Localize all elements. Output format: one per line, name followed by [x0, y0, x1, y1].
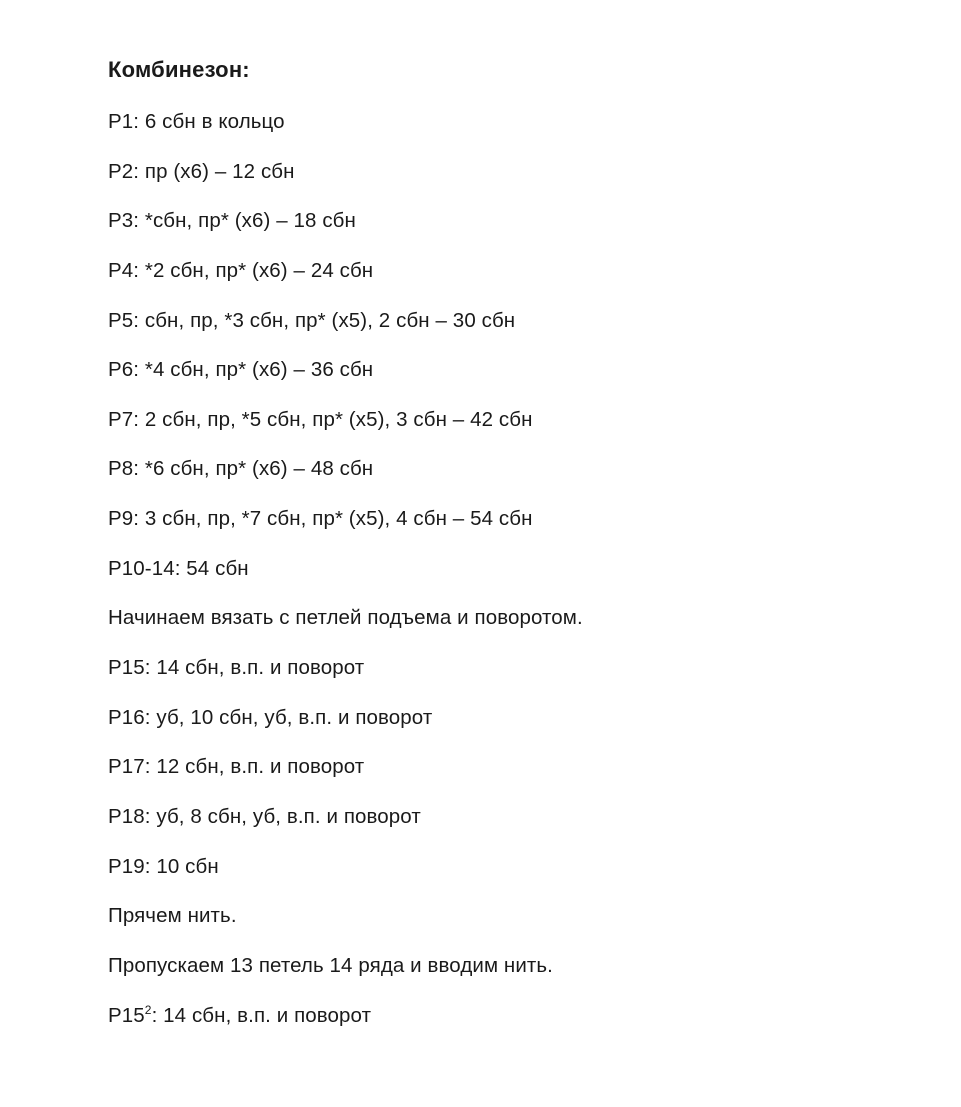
pattern-row: Р18: уб, 8 сбн, уб, в.п. и поворот — [108, 804, 421, 828]
pattern-row: Р17: 12 сбн, в.п. и поворот — [108, 755, 365, 779]
pattern-row: Р5: сбн, пр, *3 сбн, пр* (х5), 2 сбн – 30 сбн — [108, 308, 516, 332]
instruction-line: Начинаем вязать с петлей подъема и поворотом. — [108, 606, 583, 630]
pattern-row: Р16: уб, 10 сбн, уб, в.п. и поворот — [108, 705, 433, 729]
row-prefix: Р15 — [108, 1003, 145, 1027]
instruction-line: Прячем нить. — [108, 904, 237, 928]
pattern-row: Р15: 14 сбн, в.п. и поворот — [108, 656, 365, 680]
pattern-row: Р7: 2 сбн, пр, *5 сбн, пр* (х5), 3 сбн – 42 сбн — [108, 407, 533, 431]
row-text: : 14 сбн, в.п. и поворот — [151, 1003, 372, 1027]
pattern-row: Р1: 6 сбн в кольцо — [108, 110, 285, 133]
pattern-row: Р4: *2 сбн, пр* (х6) – 24 сбн — [108, 258, 374, 282]
pattern-row: Р10-14: 54 сбн — [108, 556, 249, 580]
pattern-row: Р2: пр (х6) – 12 сбн — [108, 159, 295, 183]
pattern-row: Р9: 3 сбн, пр, *7 сбн, пр* (х5), 4 сбн – 54 сбн — [108, 507, 533, 531]
pattern-row-last — [108, 1002, 583, 1052]
pattern-rows-list — [108, 108, 583, 1051]
pattern-row: Р6: *4 сбн, пр* (х6) – 36 сбн — [108, 358, 374, 382]
document-title: Комбинезон: — [108, 57, 250, 82]
instruction-line: Пропускаем 13 петель 14 ряда и вводим нить. — [108, 953, 553, 977]
pattern-row: Р8: *6 сбн, пр* (х6) – 48 сбн — [108, 457, 374, 481]
pattern-row: Р3: *сбн, пр* (х6) – 18 сбн — [108, 209, 356, 233]
pattern-row: Р19: 10 сбн — [108, 854, 219, 878]
row-superscript: 2 — [144, 1002, 152, 1017]
